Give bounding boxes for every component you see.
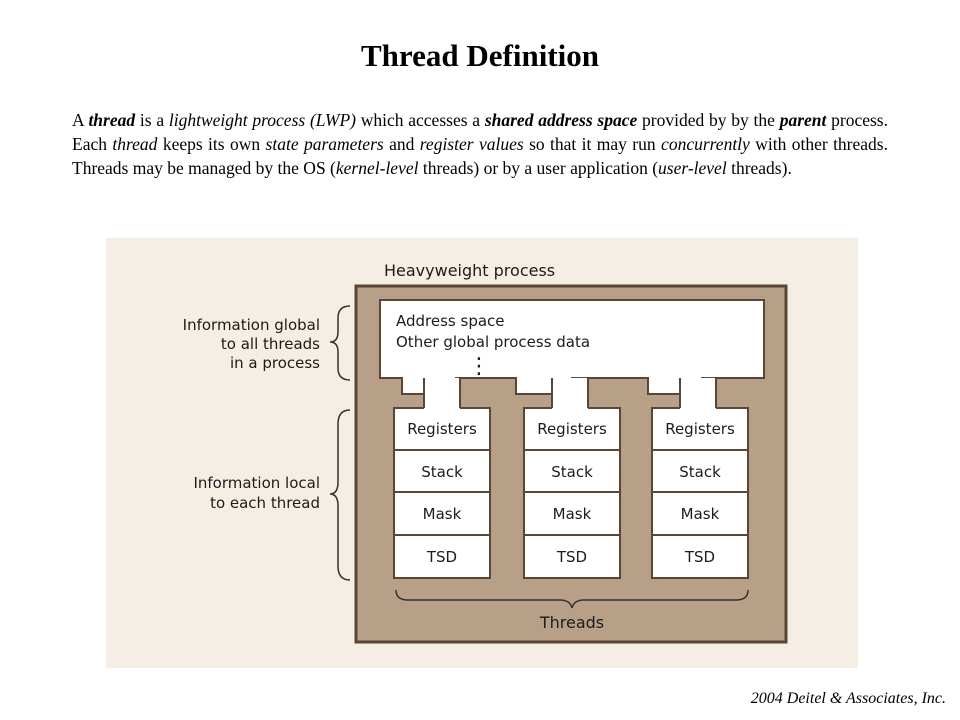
paragraph-text: with other threads. Threads may be managed by the OS ( <box>72 134 888 178</box>
thread-1-registers: Registers <box>407 420 477 438</box>
paragraph-text: is a <box>135 110 169 130</box>
page-title: Thread Definition <box>361 38 599 73</box>
thread-1-tsd: TSD <box>426 548 458 566</box>
thread-3-tsd: TSD <box>684 548 716 566</box>
local-info-line-1: Information local <box>193 474 320 492</box>
address-space-label: Address space <box>396 312 505 330</box>
paragraph-text: keeps its own <box>157 134 266 154</box>
paragraph-text: A <box>72 110 89 130</box>
global-data-label: Other global process data <box>396 333 591 351</box>
thread-3-mask: Mask <box>680 505 720 523</box>
term-user-level: user-level <box>658 158 727 178</box>
thread-2-registers: Registers <box>537 420 607 438</box>
thread-definition-paragraph <box>72 108 888 180</box>
thread-2-mask: Mask <box>552 505 592 523</box>
ellipsis-icon: ⋮ <box>468 354 490 379</box>
thread-connector-3 <box>680 378 716 410</box>
term-state-parameters: state parameters <box>265 134 384 154</box>
paragraph-text: threads). <box>726 158 792 178</box>
paragraph-text: threads) or by a user application ( <box>418 158 659 178</box>
paragraph-text: provided by by the <box>637 110 780 130</box>
term-thread-2: thread <box>112 134 158 154</box>
thread-1-stack: Stack <box>421 463 463 481</box>
copyright-notice: 2004 Deitel & Associates, Inc. <box>750 690 946 707</box>
term-concurrently: concurrently <box>661 134 750 154</box>
term-register-values: register values <box>419 134 524 154</box>
thread-2-stack: Stack <box>551 463 593 481</box>
threads-label: Threads <box>539 613 605 632</box>
term-shared-address-space: shared address space <box>484 110 638 130</box>
paragraph-text: so that it may run <box>523 134 662 154</box>
paragraph-text: process. Each <box>72 110 888 154</box>
term-lwp: lightweight process (LWP) <box>168 110 356 130</box>
global-info-line-3: in a process <box>229 354 320 372</box>
thread-connector-1 <box>424 378 460 410</box>
global-info-line-2: to all threads <box>220 335 320 353</box>
thread-2-tsd: TSD <box>556 548 588 566</box>
local-info-line-2: to each thread <box>210 494 320 512</box>
paragraph-text: which accesses a <box>355 110 485 130</box>
heavyweight-process-label: Heavyweight process <box>384 261 556 280</box>
thread-connector-2 <box>552 378 588 410</box>
global-info-line-1: Information global <box>182 316 320 334</box>
term-kernel-level: kernel-level <box>335 158 419 178</box>
thread-3-stack: Stack <box>679 463 721 481</box>
heavyweight-process-diagram <box>106 238 858 668</box>
thread-1-mask: Mask <box>422 505 462 523</box>
term-parent: parent <box>779 110 827 130</box>
thread-3-registers: Registers <box>665 420 735 438</box>
term-thread: thread <box>88 110 136 130</box>
paragraph-text: and <box>383 134 420 154</box>
